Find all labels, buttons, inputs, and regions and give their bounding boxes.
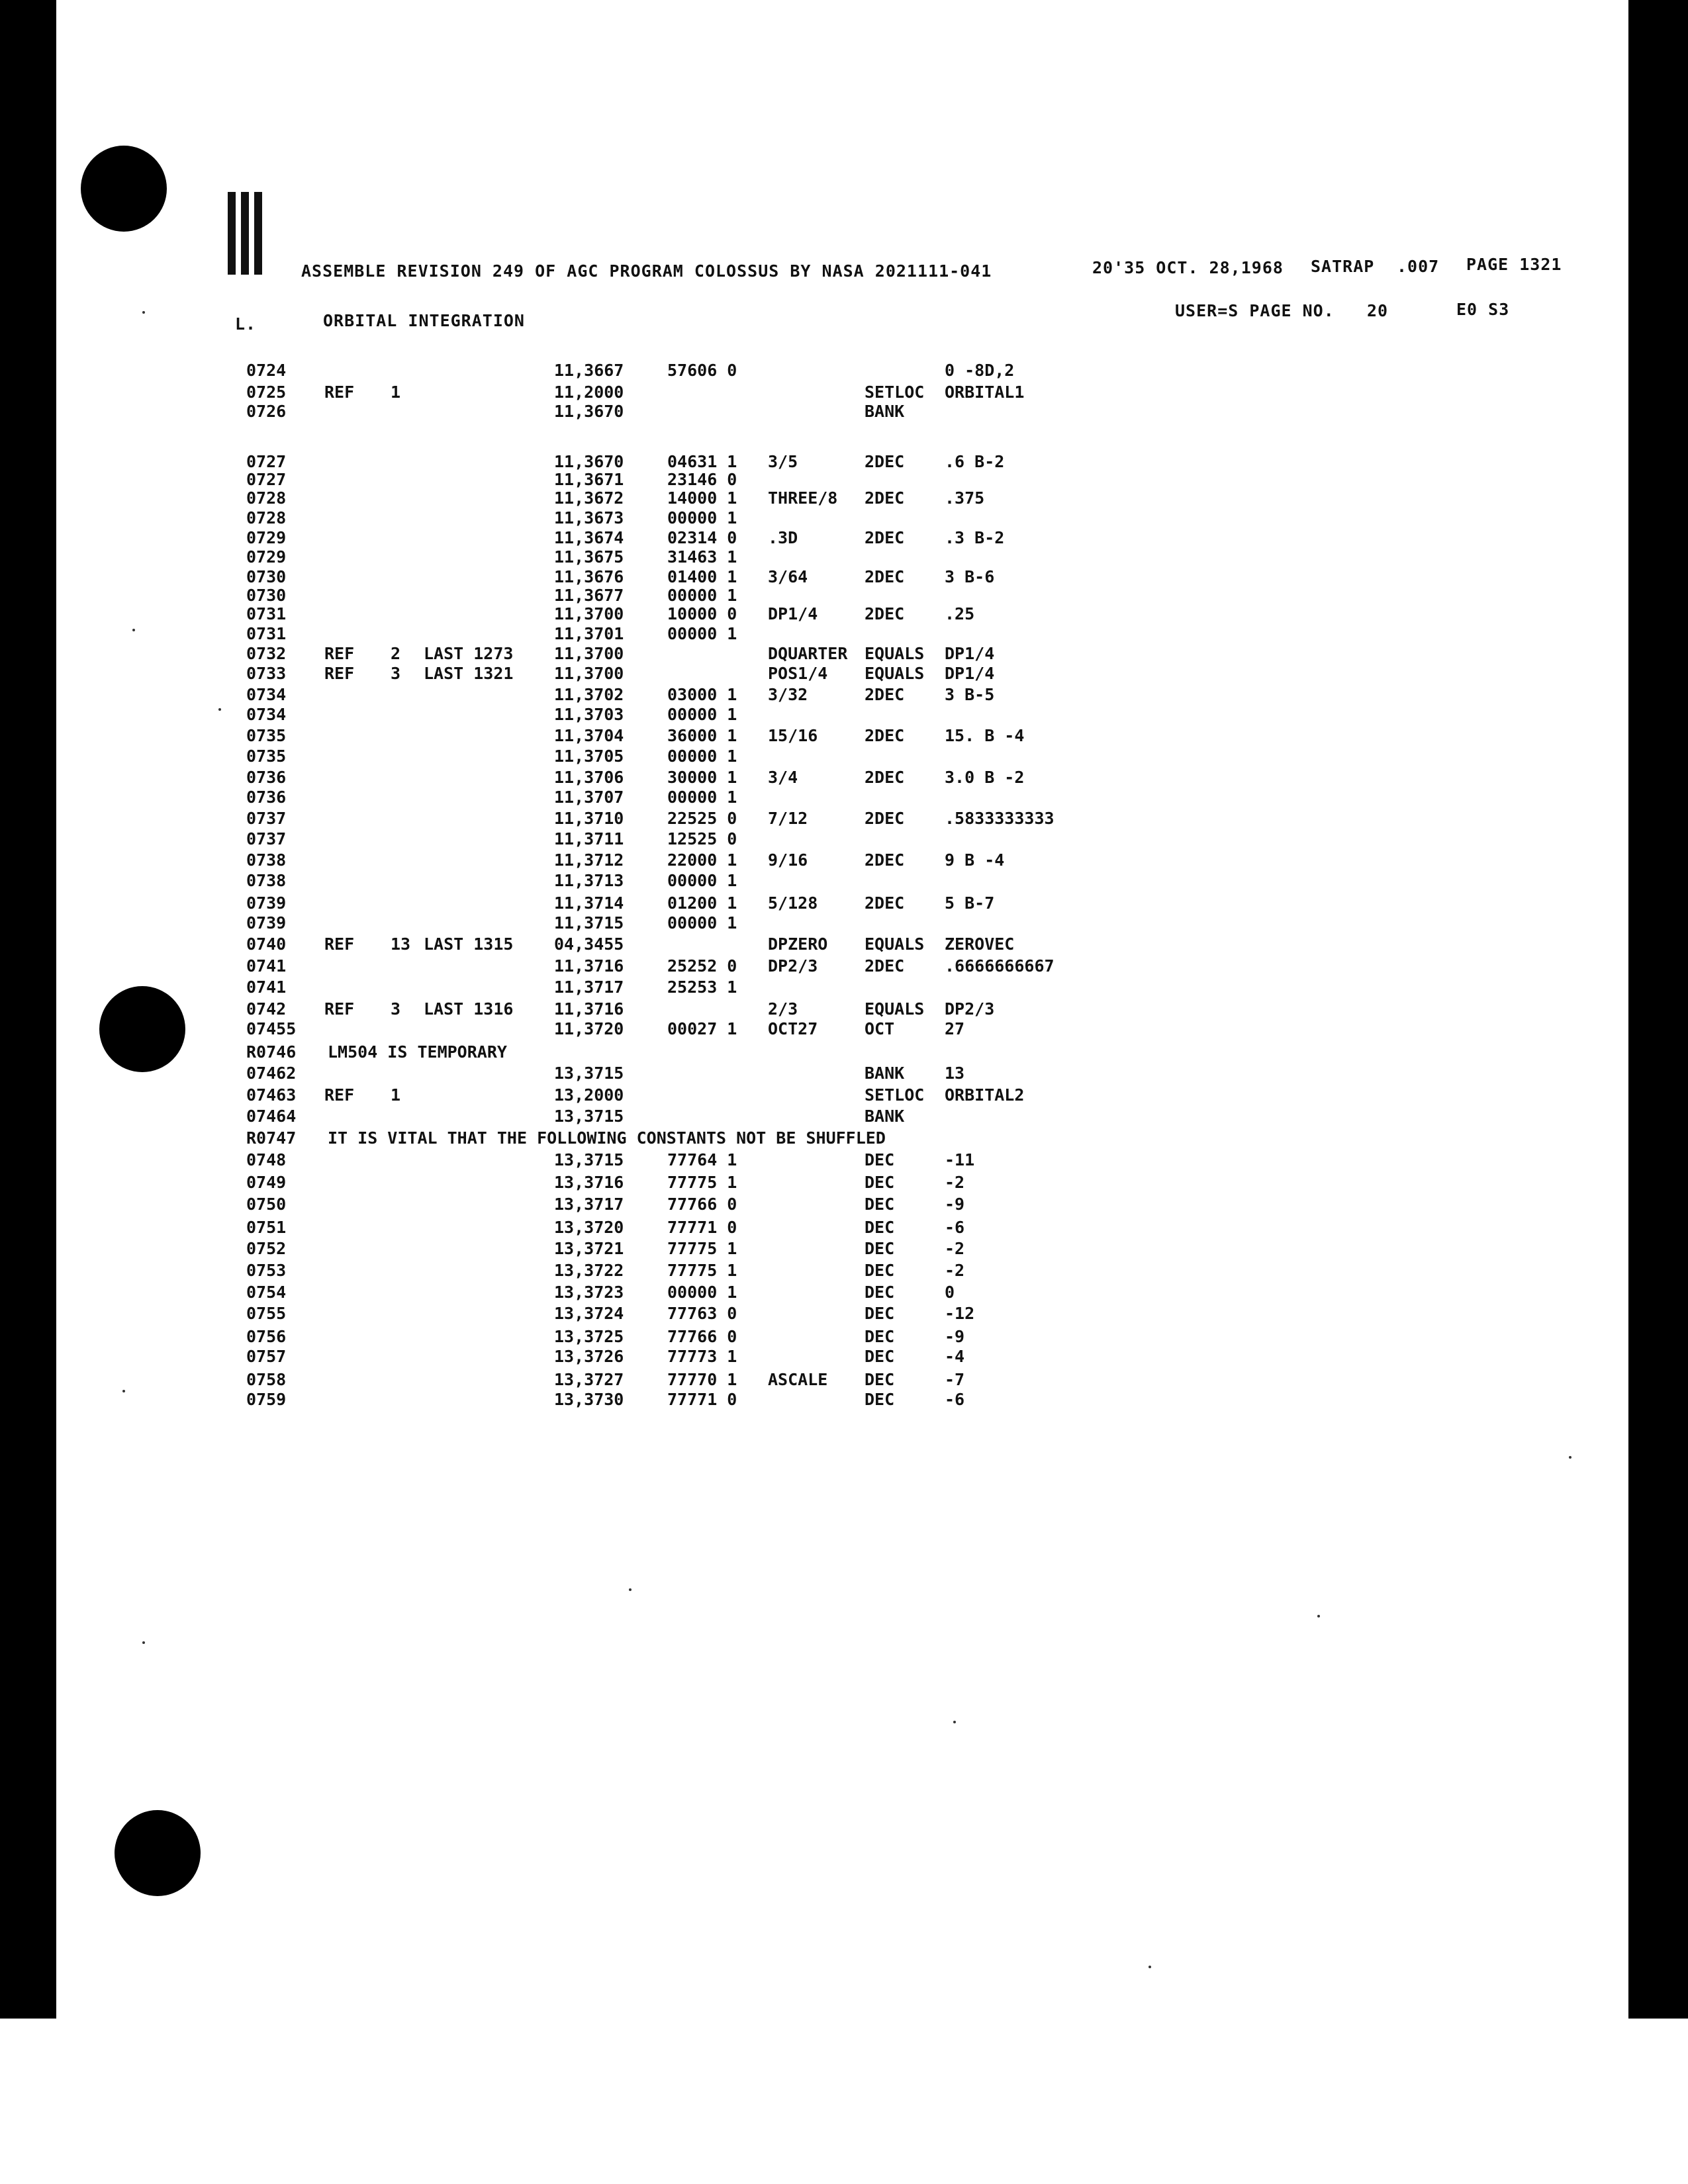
listing-label: DQUARTER [768,644,848,663]
user-page-number: 20 [1367,301,1389,320]
listing-addr: 11,3673 [554,508,624,527]
listing-seq: 0734 [246,705,287,724]
listing-seq: 0755 [246,1304,287,1323]
listing-seq: 0730 [246,586,287,605]
listing-word: 77766 0 [667,1327,737,1346]
scan-speck [218,708,221,711]
listing-operand: -7 [945,1370,965,1389]
listing-seq: 0750 [246,1195,287,1214]
listing-word: 10000 0 [667,604,737,623]
listing-operand: 9 B -4 [945,850,1005,870]
listing-word: 00000 1 [667,624,737,643]
listing-seq: 0752 [246,1239,287,1258]
scan-edge-right [1628,0,1688,2019]
listing-ref: REF [324,664,355,683]
listing-operand: DP2/3 [945,999,995,1019]
listing-label: 7/12 [768,809,808,828]
listing-seq: 0728 [246,488,287,508]
section-title: ORBITAL INTEGRATION [323,311,525,330]
listing-seq: 0740 [246,934,287,954]
scan-speck [122,1390,125,1392]
listing-op: SETLOC [865,383,925,402]
listing-operand: -6 [945,1218,965,1237]
listing-word: 22525 0 [667,809,737,828]
listing-seq: 0731 [246,604,287,623]
listing-seq: 0736 [246,788,287,807]
listing-op: 2DEC [865,850,905,870]
listing-seq: 0738 [246,871,287,890]
listing-addr: 11,3703 [554,705,624,724]
listing-ref: REF [324,999,355,1019]
listing-seq: 07455 [246,1019,297,1038]
listing-op: EQUALS [865,664,925,683]
listing-refn: 13 [391,934,411,954]
listing-operand: -2 [945,1173,965,1192]
listing-word: 25253 1 [667,978,737,997]
listing-seq: R0746 [246,1042,297,1062]
scan-edge-left [0,0,56,2019]
listing-page: PAGE 1321 [1466,255,1562,274]
listing-seq: 0742 [246,999,287,1019]
listing-word: 02314 0 [667,528,737,547]
listing-last: LAST 1316 [424,999,514,1019]
listing-addr: 11,3701 [554,624,624,643]
listing-word: 04631 1 [667,452,737,471]
listing-op: DEC [865,1304,895,1323]
listing-refn: 3 [391,999,401,1019]
listing-word: 01400 1 [667,567,737,586]
listing-seq: 0751 [246,1218,287,1237]
listing-word: 00000 1 [667,586,737,605]
listing-seq: 0727 [246,452,287,471]
listing-word: 77775 1 [667,1239,737,1258]
listing-op: DEC [865,1239,895,1258]
listing-operand: -12 [945,1304,975,1323]
listing-addr: 13,3717 [554,1195,624,1214]
listing-operand: .5833333333 [945,809,1055,828]
listing-date: 20'35 OCT. 28,1968 [1092,258,1284,277]
listing-word: 00000 1 [667,1283,737,1302]
listing-operand: ORBITAL2 [945,1085,1025,1105]
listing-operand: .6 B-2 [945,452,1005,471]
listing-word: 77775 1 [667,1173,737,1192]
listing-op: BANK [865,402,905,421]
listing-op: DEC [865,1370,895,1389]
listing-addr: 13,3730 [554,1390,624,1409]
punch-hole-middle [99,986,185,1072]
listing-operand: -2 [945,1239,965,1258]
section-prefix: L. [235,314,257,334]
listing-seq: 0739 [246,913,287,933]
listing-addr: 11,3676 [554,567,624,586]
listing-seq: 0737 [246,809,287,828]
scan-speck [1149,1966,1151,1968]
listing-ref: REF [324,1085,355,1105]
listing-operand: 5 B-7 [945,893,995,913]
listing-addr: 13,3722 [554,1261,624,1280]
listing-seq: 07464 [246,1107,297,1126]
listing-seq: 0741 [246,978,287,997]
listing-word: 00000 1 [667,508,737,527]
listing-operand: -6 [945,1390,965,1409]
listing-last: LAST 1273 [424,644,514,663]
listing-op: 2DEC [865,685,905,704]
listing-op: SETLOC [865,1085,925,1105]
listing-op: DEC [865,1173,895,1192]
listing-op: DEC [865,1150,895,1169]
listing-addr: 11,3671 [554,470,624,489]
listing-seq: 0759 [246,1390,287,1409]
listing-word: 30000 1 [667,768,737,787]
listing-op: EQUALS [865,934,925,954]
listing-word: 25252 0 [667,956,737,976]
listing-op: DEC [865,1283,895,1302]
listing-label: OCT27 [768,1019,818,1038]
listing-word: 77766 0 [667,1195,737,1214]
listing-word: 14000 1 [667,488,737,508]
listing-seq: 0724 [246,361,287,380]
listing-op: 2DEC [865,956,905,976]
listing-operand: .3 B-2 [945,528,1005,547]
listing-seq: 0741 [246,956,287,976]
listing-word: 77764 1 [667,1150,737,1169]
scan-speck [1317,1615,1320,1617]
listing-seq: 07463 [246,1085,297,1105]
listing-comment: IT IS VITAL THAT THE FOLLOWING CONSTANTS NOT BE SHUFFLED [328,1128,886,1148]
punch-hole-top [81,146,167,232]
listing-seq: 0735 [246,747,287,766]
listing-operand: 3 B-6 [945,567,995,586]
listing-word: 77763 0 [667,1304,737,1323]
listing-addr: 11,3674 [554,528,624,547]
listing-operand: DP1/4 [945,664,995,683]
listing-label: 5/128 [768,893,818,913]
listing-refn: 2 [391,644,401,663]
listing-seq: 0731 [246,624,287,643]
listing-word: 22000 1 [667,850,737,870]
listing-word: 12525 0 [667,829,737,848]
listing-addr: 11,3702 [554,685,624,704]
listing-label: THREE/8 [768,488,838,508]
listing-addr: 11,3704 [554,726,624,745]
listing-addr: 11,3717 [554,978,624,997]
listing-word: 00000 1 [667,705,737,724]
listing-op: 2DEC [865,488,905,508]
listing-label: DP1/4 [768,604,818,623]
listing-word: 77771 0 [667,1218,737,1237]
listing-addr: 11,3716 [554,999,624,1019]
user-page-label: USER=S PAGE NO. [1175,301,1335,320]
punch-hole-bottom [115,1810,201,1896]
listing-addr: 11,3700 [554,664,624,683]
scan-speck [1569,1456,1571,1459]
listing-seq: 0739 [246,893,287,913]
listing-seq: 0734 [246,685,287,704]
scan-speck [132,629,135,631]
listing-seq: 0728 [246,508,287,527]
listing-addr: 11,3670 [554,402,624,421]
scan-speck [142,311,145,314]
listing-op: DEC [865,1347,895,1366]
listing-addr: 11,3675 [554,547,624,567]
listing-operand: DP1/4 [945,644,995,663]
listing-op: 2DEC [865,452,905,471]
scan-speck [142,1641,145,1644]
listing-addr: 13,3721 [554,1239,624,1258]
listing-operand: 3 B-5 [945,685,995,704]
listing-addr: 11,3667 [554,361,624,380]
listing-seq: 0727 [246,470,287,489]
listing-word: 00027 1 [667,1019,737,1038]
listing-word: 57606 0 [667,361,737,380]
listing-seq: 07462 [246,1064,297,1083]
listing-addr: 11,3716 [554,956,624,976]
listing-seq: 0732 [246,644,287,663]
listing-op: 2DEC [865,604,905,623]
listing-word: 00000 1 [667,747,737,766]
listing-title: ASSEMBLE REVISION 249 OF AGC PROGRAM COLOSSUS BY NASA 2021111-041 [301,261,992,281]
listing-op: BANK [865,1064,905,1083]
listing-addr: 11,3710 [554,809,624,828]
listing-addr: 11,3706 [554,768,624,787]
listing-addr: 13,3716 [554,1173,624,1192]
listing-last: LAST 1321 [424,664,514,683]
listing-word: 77775 1 [667,1261,737,1280]
listing-addr: 13,3715 [554,1150,624,1169]
listing-last: LAST 1315 [424,934,514,954]
listing-addr: 13,3725 [554,1327,624,1346]
listing-op: 2DEC [865,528,905,547]
listing-addr: 13,3715 [554,1064,624,1083]
listing-label: ASCALE [768,1370,828,1389]
listing-operand: -9 [945,1327,965,1346]
listing-seq: 0726 [246,402,287,421]
listing-addr: 11,3700 [554,604,624,623]
listing-op: DEC [865,1327,895,1346]
listing-operand: .25 [945,604,975,623]
listing-operand: ORBITAL1 [945,383,1025,402]
listing-addr: 11,3714 [554,893,624,913]
listing-addr: 13,3726 [554,1347,624,1366]
scan-speck [953,1721,956,1723]
listing-label: 3/4 [768,768,798,787]
listing-ref: REF [324,644,355,663]
listing-word: 03000 1 [667,685,737,704]
listing-code: E0 S3 [1456,300,1510,319]
listing-op: OCT [865,1019,895,1038]
listing-operand: -2 [945,1261,965,1280]
listing-seq: 0729 [246,547,287,567]
listing-operand: .6666666667 [945,956,1055,976]
listing-seq: 0757 [246,1347,287,1366]
listing-operand: 13 [945,1064,965,1083]
listing-op: 2DEC [865,768,905,787]
listing-label: .3D [768,528,798,547]
listing-addr: 11,3670 [554,452,624,471]
listing-operand: -9 [945,1195,965,1214]
listing-seq: 0756 [246,1327,287,1346]
listing-addr: 13,3715 [554,1107,624,1126]
listing-label: 9/16 [768,850,808,870]
listing-seq: 0748 [246,1150,287,1169]
listing-addr: 11,3720 [554,1019,624,1038]
listing-addr: 13,3723 [554,1283,624,1302]
listing-version: .007 [1397,257,1440,276]
listing-operand: 27 [945,1019,965,1038]
listing-word: 23146 0 [667,470,737,489]
listing-seq: 0736 [246,768,287,787]
listing-addr: 11,3672 [554,488,624,508]
listing-op: EQUALS [865,644,925,663]
listing-addr: 13,3727 [554,1370,624,1389]
listing-word: 36000 1 [667,726,737,745]
listing-operand: 0 -8D,2 [945,361,1015,380]
scan-speck [629,1588,632,1591]
listing-operand: .375 [945,488,985,508]
listing-refn: 1 [391,1085,401,1105]
listing-op: DEC [865,1261,895,1280]
listing-op: 2DEC [865,567,905,586]
listing-addr: 13,2000 [554,1085,624,1105]
listing-addr: 11,3713 [554,871,624,890]
listing-addr: 11,3707 [554,788,624,807]
listing-operand: 3.0 B -2 [945,768,1025,787]
listing-seq: 0729 [246,528,287,547]
listing-seq: 0738 [246,850,287,870]
listing-addr: 11,3715 [554,913,624,933]
listing-word: 00000 1 [667,871,737,890]
listing-operand: ZEROVEC [945,934,1015,954]
listing-addr: 11,3712 [554,850,624,870]
listing-operand: -11 [945,1150,975,1169]
listing-ref: REF [324,934,355,954]
listing-seq: 0737 [246,829,287,848]
listing-refn: 3 [391,664,401,683]
listing-seq: 0725 [246,383,287,402]
listing-op: 2DEC [865,809,905,828]
listing-addr: 11,3705 [554,747,624,766]
listing-addr: 04,3455 [554,934,624,954]
listing-addr: 11,2000 [554,383,624,402]
listing-addr: 11,3700 [554,644,624,663]
listing-label: DP2/3 [768,956,818,976]
listing-word: 77773 1 [667,1347,737,1366]
listing-label: 15/16 [768,726,818,745]
listing-seq: 0749 [246,1173,287,1192]
listing-addr: 11,3711 [554,829,624,848]
listing-label: 3/64 [768,567,808,586]
listing-label: 3/5 [768,452,798,471]
listing-system: SATRAP [1311,257,1375,276]
listing-word: 31463 1 [667,547,737,567]
listing-ref: REF [324,383,355,402]
listing-word: 01200 1 [667,893,737,913]
listing-addr: 11,3677 [554,586,624,605]
listing-op: 2DEC [865,726,905,745]
listing-word: 77771 0 [667,1390,737,1409]
listing-op: 2DEC [865,893,905,913]
listing-label: 2/3 [768,999,798,1019]
listing-seq: R0747 [246,1128,297,1148]
listing-op: EQUALS [865,999,925,1019]
listing-operand: 0 [945,1283,955,1302]
listing-op: DEC [865,1195,895,1214]
listing-comment: LM504 IS TEMPORARY [328,1042,507,1062]
listing-word: 00000 1 [667,913,737,933]
listing-seq: 0735 [246,726,287,745]
listing-seq: 0753 [246,1261,287,1280]
listing-op: DEC [865,1218,895,1237]
listing-refn: 1 [391,383,401,402]
listing-label: POS1/4 [768,664,828,683]
listing-op: DEC [865,1390,895,1409]
listing-op: BANK [865,1107,905,1126]
listing-seq: 0758 [246,1370,287,1389]
listing-word: 00000 1 [667,788,737,807]
listing-addr: 13,3720 [554,1218,624,1237]
listing-operand: -4 [945,1347,965,1366]
listing-label: 3/32 [768,685,808,704]
listing-seq: 0733 [246,664,287,683]
listing-addr: 13,3724 [554,1304,624,1323]
listing-seq: 0730 [246,567,287,586]
listing-operand: 15. B -4 [945,726,1025,745]
listing-seq: 0754 [246,1283,287,1302]
listing-word: 77770 1 [667,1370,737,1389]
listing-label: DPZERO [768,934,828,954]
